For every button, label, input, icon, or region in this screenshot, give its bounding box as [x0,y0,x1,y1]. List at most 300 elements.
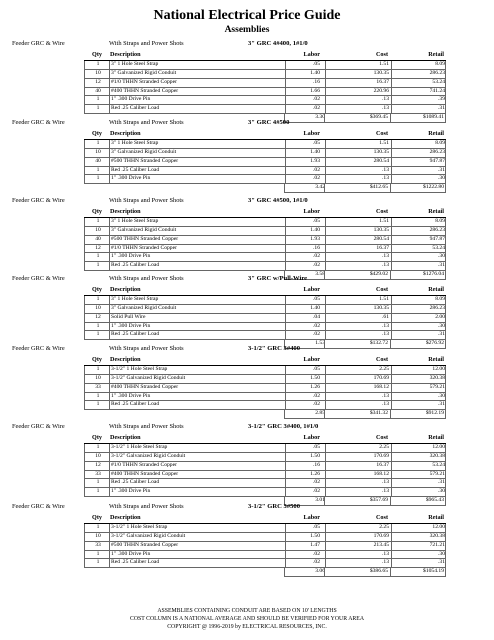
cell-labor: .05 [313,296,320,302]
cell-labor: .02 [313,331,320,338]
cell-qty: 1 [96,366,100,372]
column-header-qty: Qty [92,514,102,521]
cell-labor: 1.93 [310,235,320,242]
cell-cost: 213.45 [373,541,389,548]
cell-description: 3" Galvanized Rigid Conduit [111,226,177,233]
table-header [84,355,446,366]
cell-labor: 1.50 [310,374,320,381]
cell-cost: 2.25 [379,444,389,450]
cell-retail: 286.23 [429,148,445,155]
cell-cost: 280.54 [373,235,389,242]
column-header-description: Description [110,514,141,521]
table-row [84,245,446,254]
table-row [84,149,446,158]
table-row [84,105,446,114]
cell-cost: .13 [382,331,389,338]
table-row [84,542,446,551]
page-title: National Electrical Price Guide [153,8,341,23]
cell-labor: .02 [313,488,320,495]
cell-labor: 1.50 [310,532,320,539]
totals-row [284,410,446,419]
cell-description: #1/0 THHN Stranded Copper [111,78,177,85]
cell-cost: .13 [382,175,389,182]
section-header [12,118,482,128]
cell-labor: .02 [313,105,320,112]
total-labor: 1.53 [315,340,325,347]
column-header-labor: Labor [303,51,320,58]
cell-cost: 2.25 [379,524,389,530]
column-header-cost: Cost [375,51,388,58]
cell-description: Red .25 Caliber Load [111,262,160,269]
cell-qty: 1 [96,559,100,566]
cell-cost: .13 [382,488,389,495]
cell-description: 3" Galvanized Rigid Conduit [111,69,177,76]
cell-description: #400 THHN Stranded Copper [111,470,179,477]
cell-qty: 40 [95,157,101,164]
table-row [84,375,446,384]
section-category: Feeder GRC & Wire [12,40,65,47]
section-assembly-name: 3-1/2" GRC 3#500 [248,503,301,510]
cell-labor: 1.40 [310,69,320,76]
column-header-description: Description [110,286,141,293]
cell-qty: 1 [96,550,100,557]
cell-labor: 1.26 [310,383,320,390]
cell-description: #400 THHN Stranded Copper [111,383,179,390]
cell-qty: 1 [96,392,100,399]
table-header [84,433,446,444]
total-retail: $1054.19 [423,568,444,575]
cell-qty: 1 [96,488,100,495]
column-header-description: Description [110,434,141,441]
cell-qty: 1 [96,253,100,260]
cell-cost: .13 [382,262,389,269]
section-method: With Straps and Power Shots [109,345,184,352]
cell-description: 1" .300 Drive Pin [111,322,151,329]
total-labor: 2.85 [315,410,325,417]
total-retail: $1276.04 [423,271,444,278]
column-header-qty: Qty [92,208,102,215]
cell-description: 3-1/2" Galvanized Rigid Conduit [111,374,186,381]
cell-labor: .02 [313,392,320,399]
section-assembly-name: 3" GRC 4#500, 1#1/0 [248,197,308,204]
cell-retail: .30 [438,253,445,260]
cell-retail: .39 [438,96,445,103]
cell-description: Red .25 Caliber Load [111,105,160,112]
cell-retail: 741.24 [429,87,445,94]
cell-description: 3" 1 Hole Steel Strap [111,296,159,302]
section-header [12,502,482,512]
assembly-table [84,433,446,506]
section-method: With Straps and Power Shots [109,40,184,47]
cell-description: #500 THHN Stranded Copper [111,157,179,164]
cell-cost: .61 [382,313,389,320]
column-header-cost: Cost [375,356,388,363]
column-header-retail: Retail [428,130,444,137]
assembly-table [84,129,446,193]
total-cost: $412.65 [369,184,388,191]
table-row [84,175,446,184]
cell-qty: 12 [95,461,101,468]
cell-retail: .31 [438,105,445,112]
cell-qty: 10 [95,148,101,155]
total-labor: 3.06 [315,568,325,575]
cell-qty: 1 [96,96,100,103]
cell-cost: 130.35 [373,148,389,155]
section-header [12,39,482,49]
section-category: Feeder GRC & Wire [12,503,65,510]
column-header-labor: Labor [303,286,320,293]
cell-labor: .02 [313,479,320,486]
cell-cost: 170.69 [373,532,389,539]
cell-retail: .30 [438,322,445,329]
section-category: Feeder GRC & Wire [12,275,65,282]
cell-description: 3-1/2" 1 Hole Steel Strap [111,444,168,450]
cell-qty: 12 [95,78,101,85]
total-retail: $912.19 [425,410,444,417]
cell-description: 3-1/2" Galvanized Rigid Conduit [111,532,186,539]
cell-cost: 2.25 [379,366,389,372]
cell-retail: .30 [438,488,445,495]
column-header-labor: Labor [303,356,320,363]
cell-labor: .05 [313,218,320,224]
column-header-cost: Cost [375,514,388,521]
cell-labor: .16 [313,461,320,468]
cell-labor: .02 [313,96,320,103]
table-row [84,444,446,453]
cell-qty: 1 [96,61,100,67]
cell-description: 1" .300 Drive Pin [111,488,151,495]
cell-description: 3" Galvanized Rigid Conduit [111,148,177,155]
column-header-labor: Labor [303,514,320,521]
table-row [84,314,446,323]
cell-description: 1" .300 Drive Pin [111,96,151,103]
cell-qty: 40 [95,87,101,94]
cell-retail: 8.09 [435,61,445,67]
cell-labor: .16 [313,244,320,251]
table-row [84,384,446,393]
section-method: With Straps and Power Shots [109,423,184,430]
footer-copyright: COPYRIGHT @ 1996-2019 by ELECTRICAL RESOURCES, INC. [167,624,327,630]
table-row [84,551,446,560]
cell-retail: 53.24 [432,244,445,251]
section-header [12,344,482,354]
column-header-qty: Qty [92,51,102,58]
cell-description: #500 THHN Stranded Copper [111,235,179,242]
cell-description: 3-1/2" 1 Hole Steel Strap [111,366,168,372]
table-header [84,207,446,218]
cell-retail: 320.38 [429,452,445,459]
section-category: Feeder GRC & Wire [12,119,65,126]
section-assembly-name: 3-1/2" GRC 3#400 [248,345,301,352]
cell-cost: 16.37 [376,244,389,251]
cell-cost: 168.12 [373,470,389,477]
cell-labor: .05 [313,444,320,450]
table-row [84,236,446,245]
cell-labor: .02 [313,401,320,408]
cell-labor: .16 [313,78,320,85]
section-method: With Straps and Power Shots [109,119,184,126]
cell-description: Red .25 Caliber Load [111,479,160,486]
cell-cost: 220.96 [373,87,389,94]
cell-retail: .31 [438,331,445,338]
cell-description: 3" 1 Hole Steel Strap [111,218,159,224]
cell-labor: .02 [313,550,320,557]
cell-description: Red .25 Caliber Load [111,401,160,408]
cell-labor: .02 [313,253,320,260]
table-row [84,393,446,402]
cell-description: 3" 1 Hole Steel Strap [111,140,159,146]
cell-qty: 1 [96,262,100,269]
cell-description: 3-1/2" 1 Hole Steel Strap [111,524,168,530]
column-header-cost: Cost [375,208,388,215]
cell-description: #500 THHN Stranded Copper [111,541,179,548]
cell-qty: 10 [95,226,101,233]
total-retail: $1222.80 [423,184,444,191]
total-retail: $1089.41 [423,114,444,121]
column-header-description: Description [110,356,141,363]
cell-qty: 1 [96,166,100,173]
column-header-retail: Retail [428,286,444,293]
cell-retail: 12.00 [432,524,445,530]
table-row [84,262,446,271]
table-row [84,533,446,542]
cell-qty: 12 [95,313,101,320]
column-header-retail: Retail [428,514,444,521]
cell-retail: .30 [438,392,445,399]
cell-cost: .13 [382,105,389,112]
page-subtitle: Assemblies [224,25,270,35]
section-method: With Straps and Power Shots [109,503,184,510]
table-row [84,96,446,105]
cell-qty: 10 [95,532,101,539]
column-header-cost: Cost [375,434,388,441]
cell-retail: .30 [438,550,445,557]
table-row [84,323,446,332]
cell-description: 3" Galvanized Rigid Conduit [111,304,177,311]
totals-row [284,568,446,577]
cell-retail: 2.00 [435,313,445,320]
cell-labor: 1.47 [310,541,320,548]
cell-qty: 1 [96,218,100,224]
cell-qty: 10 [95,374,101,381]
cell-description: 1" .300 Drive Pin [111,550,151,557]
cell-retail: 286.23 [429,69,445,76]
cell-cost: .13 [382,392,389,399]
cell-retail: .30 [438,175,445,182]
cell-cost: .13 [382,559,389,566]
total-labor: 3.30 [315,114,325,121]
section-assembly-name: 3" GRC w/Pull-Wire [248,275,308,282]
table-row [84,366,446,375]
table-header [84,129,446,140]
cell-cost: 1.51 [379,296,389,302]
cell-labor: .05 [313,140,320,146]
totals-row [284,184,446,193]
cell-cost: .13 [382,166,389,173]
cell-retail: 320.38 [429,532,445,539]
section-assembly-name: 3" GRC 4#500 [248,119,290,126]
assembly-table [84,513,446,577]
column-header-cost: Cost [375,130,388,137]
cell-retail: 286.23 [429,226,445,233]
cell-cost: .13 [382,550,389,557]
table-row [84,140,446,149]
cell-retail: 947.87 [429,157,445,164]
total-cost: $386.65 [369,568,388,575]
cell-qty: 10 [95,452,101,459]
table-row [84,453,446,462]
cell-cost: 170.69 [373,374,389,381]
total-labor: 3.01 [315,497,325,504]
cell-labor: .02 [313,322,320,329]
cell-cost: 170.69 [373,452,389,459]
cell-qty: 1 [96,322,100,329]
cell-qty: 33 [95,470,101,477]
cell-labor: 1.40 [310,226,320,233]
cell-qty: 1 [96,175,100,182]
assembly-table [84,355,446,419]
cell-qty: 12 [95,244,101,251]
cell-retail: 579.21 [429,383,445,390]
table-row [84,70,446,79]
cell-description: Red .25 Caliber Load [111,166,160,173]
table-row [84,471,446,480]
table-row [84,79,446,88]
cell-description: Red .25 Caliber Load [111,331,160,338]
cell-qty: 1 [96,479,100,486]
cell-description: 1" .300 Drive Pin [111,392,151,399]
cell-retail: 286.23 [429,304,445,311]
cell-cost: 280.54 [373,157,389,164]
table-header [84,285,446,296]
cell-retail: 53.24 [432,461,445,468]
cell-qty: 1 [96,444,100,450]
cell-retail: .31 [438,559,445,566]
cell-qty: 10 [95,69,101,76]
cell-description: Red .25 Caliber Load [111,559,160,566]
cell-labor: 1.26 [310,470,320,477]
cell-cost: .13 [382,253,389,260]
cell-qty: 1 [96,105,100,112]
cell-qty: 33 [95,383,101,390]
cell-cost: 130.35 [373,226,389,233]
section-header [12,274,482,284]
cell-description: #1/0 THHN Stranded Copper [111,461,177,468]
column-header-retail: Retail [428,208,444,215]
cell-labor: 1.40 [310,304,320,311]
table-row [84,61,446,70]
cell-qty: 10 [95,304,101,311]
table-row [84,253,446,262]
column-header-labor: Labor [303,208,320,215]
table-header [84,513,446,524]
cell-cost: 130.35 [373,304,389,311]
cell-retail: 721.21 [429,541,445,548]
cell-retail: .31 [438,262,445,269]
section-header [12,196,482,206]
assembly-table [84,207,446,280]
cell-labor: .02 [313,166,320,173]
cell-qty: 1 [96,140,100,146]
column-header-qty: Qty [92,286,102,293]
section-category: Feeder GRC & Wire [12,197,65,204]
table-row [84,559,446,568]
cell-labor: 1.40 [310,148,320,155]
cell-description: 1" .300 Drive Pin [111,253,151,260]
total-cost: $357.69 [369,497,388,504]
column-header-qty: Qty [92,434,102,441]
cell-labor: 1.50 [310,452,320,459]
cell-labor: .02 [313,559,320,566]
total-retail: $276.92 [425,340,444,347]
table-row [84,524,446,533]
column-header-qty: Qty [92,130,102,137]
cell-retail: 8.09 [435,296,445,302]
assembly-table [84,50,446,123]
cell-cost: .13 [382,479,389,486]
table-row [84,296,446,305]
table-row [84,88,446,97]
table-row [84,401,446,410]
cell-cost: 168.12 [373,383,389,390]
cell-cost: 1.51 [379,61,389,67]
column-header-retail: Retail [428,356,444,363]
cell-cost: 130.35 [373,69,389,76]
column-header-cost: Cost [375,286,388,293]
table-row [84,167,446,176]
cell-labor: .02 [313,175,320,182]
footer [0,607,494,631]
table-row [84,462,446,471]
cell-qty: 1 [96,296,100,302]
cell-cost: .13 [382,96,389,103]
cell-labor: .05 [313,366,320,372]
cell-retail: 12.00 [432,444,445,450]
section-category: Feeder GRC & Wire [12,423,65,430]
total-cost: $341.32 [369,410,388,417]
section-assembly-name: 3" GRC 4#400, 1#1/0 [248,40,308,47]
cell-cost: .13 [382,322,389,329]
cell-cost: 1.51 [379,140,389,146]
column-header-description: Description [110,130,141,137]
table-row [84,479,446,488]
table-row [84,331,446,340]
column-header-labor: Labor [303,434,320,441]
footer-note-cost: COST COLUMN IS A NATIONAL AVERAGE AND SHOULD BE VERIFIED FOR YOUR AREA [129,616,365,622]
cell-retail: 947.87 [429,235,445,242]
table-row [84,158,446,167]
table-row [84,218,446,227]
cell-qty: 1 [96,524,100,530]
cell-retail: 579.21 [429,470,445,477]
column-header-description: Description [110,208,141,215]
cell-cost: 16.37 [376,78,389,85]
cell-description: #1/0 THHN Stranded Copper [111,244,177,251]
cell-description: 1" .300 Drive Pin [111,175,151,182]
section-method: With Straps and Power Shots [109,197,184,204]
assembly-table [84,285,446,349]
cell-retail: .31 [438,479,445,486]
cell-retail: 53.24 [432,78,445,85]
column-header-qty: Qty [92,356,102,363]
footer-note-lengths: ASSEMBLIES CONTAINING CONDUIT ARE BASED ON 10' LENGTHS [157,608,337,614]
column-header-retail: Retail [428,51,444,58]
cell-labor: .05 [313,524,320,530]
table-row [84,488,446,497]
cell-description: Solid Pull Wire [111,313,146,320]
total-retail: $965.43 [425,497,444,504]
cell-description: #400 THHN Stranded Copper [111,87,179,94]
